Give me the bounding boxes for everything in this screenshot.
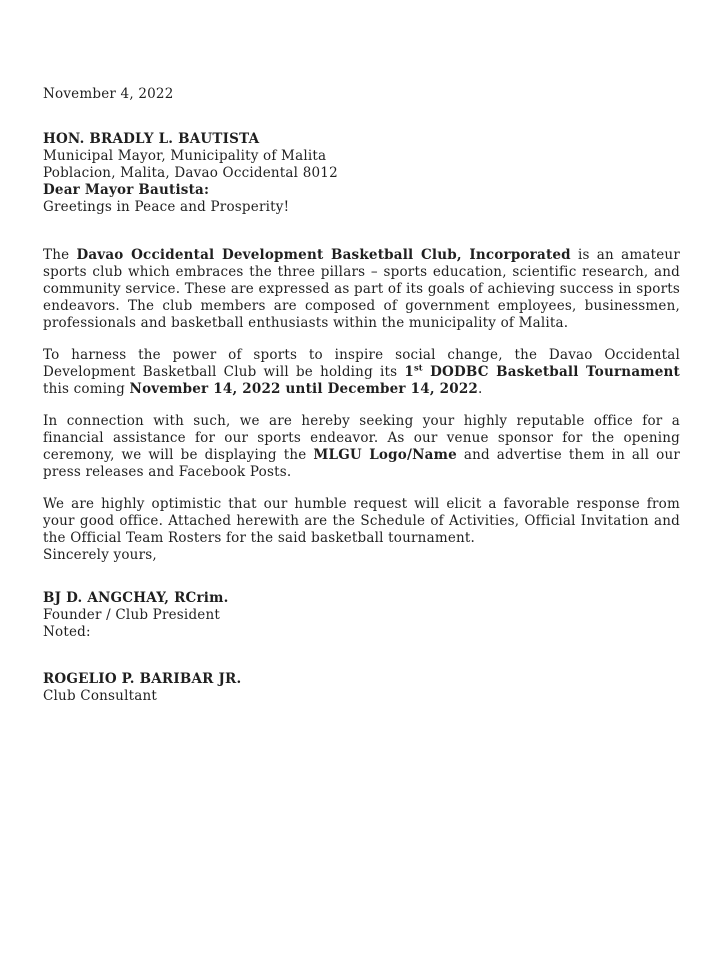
paragraph-segment: st [414,362,423,373]
signatory-name: BJ D. ANGCHAY, RCrim. [43,590,229,606]
paragraph [43,413,680,481]
paragraph-segment: The [43,247,77,263]
paragraph-segment: November 14, 2022 until December 14, 2022 [129,381,479,397]
closing-line: Sincerely yours, [43,547,157,563]
paragraph-segment: this coming [43,381,130,397]
recipient-title: Municipal Mayor, Municipality of Malita [43,148,327,164]
paragraph-segment: In connection with such, we are hereby seeking your highly reputable office for a financial assistance for our sports endeavor. As our venue sponsor for the opening ceremony, we will be displaying the [43,413,680,463]
noted-signatory-name: ROGELIO P. BARIBAR JR. [43,671,242,687]
recipient-address: Poblacion, Malita, Davao Occidental 8012 [43,165,338,181]
salutation: Dear Mayor Bautista: [43,182,210,198]
paragraph-segment: DODBC Basketball Tournament [422,364,681,380]
paragraph-segment: is an amateur sports club which embraces the three pillars – sports education, scientific research, and community service. These are expressed as part of its goals of achieving success in sports endeavors. The club members are composed of government employees, businessmen, professionals and basketball enthusiasts within the municipality of Malita. [43,247,680,331]
paragraph-segment: 1 [404,364,414,380]
paragraph [43,247,680,332]
paragraph-segment: We are highly optimistic that our humble request will elicit a favorable response from your good office. Attached herewith are the Schedule of Activities, Official Invitation and the Official Team Rosters for the said basketball tournament. [43,496,680,546]
paragraph-segment: To harness the power of sports to inspire social change, the Davao Occidental Development Basketball Club will be holding its [43,347,680,380]
paragraph-segment: . [478,381,483,397]
signatory-title: Founder / Club President [43,607,221,623]
paragraph-segment: Davao Occidental Development Basketball Club, Incorporated [76,247,571,263]
paragraph [43,496,680,547]
letter-body [43,247,680,547]
letter-date: November 4, 2022 [43,86,174,102]
noted-signatory-title: Club Consultant [43,688,157,704]
recipient-name: HON. BRADLY L. BAUTISTA [43,131,260,147]
paragraph-segment: and advertise them in all our press releases and Facebook Posts. [43,447,681,480]
paragraph-segment: MLGU Logo/Name [313,447,457,463]
paragraph [43,347,680,398]
greeting-line: Greetings in Peace and Prosperity! [43,199,290,215]
signatory-block [43,590,680,624]
noted-signatory-block [43,671,680,705]
recipient-block [43,131,680,182]
noted-label: Noted: [43,624,91,640]
